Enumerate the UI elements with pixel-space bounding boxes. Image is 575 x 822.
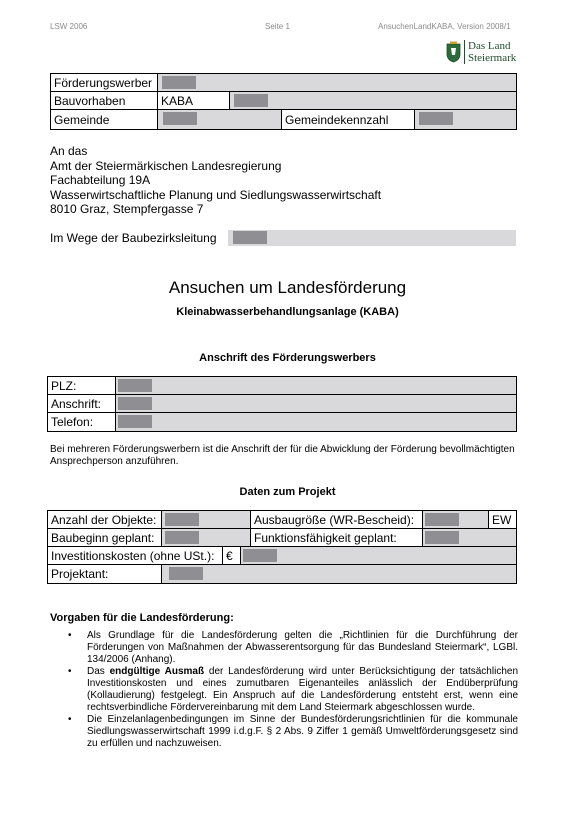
bullet-icon: • <box>68 630 72 641</box>
size-input[interactable] <box>423 511 489 528</box>
bullet-icon: • <box>68 666 72 677</box>
objects-row <box>48 511 516 529</box>
coat-of-arms-icon <box>446 41 461 63</box>
list-item <box>50 666 518 714</box>
start-row <box>48 529 516 547</box>
address-line: An das <box>50 144 88 158</box>
municipality-row <box>51 110 516 129</box>
requirement-text-pre: Das <box>87 666 110 677</box>
function-label: Funktionsfähigkeit geplant: <box>251 529 423 546</box>
address-line: Wasserwirtschaftliche Planung und Siedlungswasserwirtschaft <box>50 187 382 202</box>
page-title: Ansuchen um Landesförderung <box>168 278 407 297</box>
planner-value-mask <box>169 567 203 580</box>
requirement-text: Die Einzelanlagenbedingungen im Sinne der Bundesförderungsrichtlinien für die kommunale Siedlungswasserwirtschaft 1999 i.d.g.F. § 2 Abs. 9 Ziffer 1 gemäß Umweltförderungsgesetz sind zu erfüllen und nachzuweisen. <box>87 714 518 749</box>
plz-row <box>48 377 516 395</box>
project-extra-mask <box>234 94 268 107</box>
plz-value-mask <box>118 379 152 392</box>
list-item <box>50 714 518 750</box>
start-input[interactable] <box>162 529 251 546</box>
applicant-input[interactable] <box>158 74 516 91</box>
address-line: Amt der Steiermärkischen Landesregierung <box>50 158 282 173</box>
district-office-label: Im Wege der Baubezirksleitung <box>50 231 217 245</box>
list-item <box>50 630 518 666</box>
page-subtitle: Kleinabwasserbehandlungsanlage (KABA) <box>176 306 399 318</box>
district-office-mask <box>233 231 267 244</box>
planner-input[interactable] <box>162 565 516 583</box>
requirements-list <box>50 630 518 750</box>
applicant-address-form <box>47 376 517 432</box>
applicant-row <box>51 74 516 92</box>
telefon-label: Telefon: <box>48 413 116 431</box>
planner-row <box>48 565 516 583</box>
requirement-text-bold: endgültige Ausmaß <box>109 666 205 677</box>
start-label: Baubeginn geplant: <box>48 529 162 546</box>
applicant-form <box>50 73 517 130</box>
address-line: 8010 Graz, Stempfergasse 7 <box>50 202 204 216</box>
costs-input[interactable] <box>241 547 516 564</box>
function-input[interactable] <box>423 529 516 546</box>
address-section-heading: Anschrift des Förderungswerbers <box>199 352 376 364</box>
requirement-text-post: der Landesförderung wird unter Berücksichtigung der tatsächlichen Investitionskosten und eines zumutbaren Eigenanteiles anlässlich der Endüberprüfung (Kollaudierung) festgelegt. Ein Anspruch auf die Landesförderung entsteht erst, wenn eine rechtsverbindliche Fördervereinbarung mit dem Land Steiermark abgeschlossen wurde. <box>87 666 519 713</box>
header-version: AnsuchenLandKABA, Version 2008/1 <box>378 22 511 31</box>
logo-wordmark <box>464 40 516 64</box>
project-section-heading: Daten zum Projekt <box>239 486 336 498</box>
municipality-code-input[interactable] <box>415 110 516 129</box>
bullet-icon: • <box>68 714 72 725</box>
plz-input[interactable] <box>116 377 516 394</box>
multiple-applicants-note: Bei mehreren Förderungswerbern ist die Anschrift der für die Abwicklung der Förderung bevollmächtigten Ansprechperson anzuführen. <box>50 444 515 467</box>
objects-input[interactable] <box>162 511 251 528</box>
applicant-value-mask <box>162 76 196 89</box>
project-data-form <box>47 510 517 584</box>
costs-value-mask <box>243 549 277 562</box>
anschrift-input[interactable] <box>116 395 516 412</box>
anschrift-row <box>48 395 516 413</box>
objects-label: Anzahl der Objekte: <box>48 511 162 528</box>
project-row <box>51 92 516 110</box>
size-label: Ausbaugröße (WR-Bescheid): <box>251 511 423 528</box>
size-unit: EW <box>489 511 516 528</box>
logo-line-1: Das Land <box>468 40 511 52</box>
municipality-code-mask <box>419 112 453 125</box>
size-value-mask <box>425 513 459 526</box>
function-value-mask <box>425 531 459 544</box>
municipality-code-label: Gemeindekennzahl <box>282 110 415 129</box>
telefon-row <box>48 413 516 431</box>
planner-label: Projektant: <box>48 565 162 583</box>
project-extra-input[interactable] <box>230 92 516 109</box>
address-line: Fachabteilung 19A <box>50 173 151 187</box>
header-left: LSW 2006 <box>50 22 88 31</box>
objects-value-mask <box>165 513 199 526</box>
municipality-input[interactable] <box>158 110 282 129</box>
costs-label: Investitionskosten (ohne USt.): <box>48 547 223 564</box>
telefon-value-mask <box>118 415 152 428</box>
costs-row <box>48 547 516 565</box>
requirements-heading: Vorgaben für die Landesförderung: <box>50 612 234 624</box>
anschrift-label: Anschrift: <box>48 395 116 412</box>
start-value-mask <box>165 531 199 544</box>
municipality-value-mask <box>163 112 197 125</box>
requirement-text: Als Grundlage für die Landesförderung gelten die „Richtlinien für die Durchführung der Förderungen von Maßnahmen der Abwasserentsorgung für das Bundesland Steiermark“, LGBl. 134/2006 (Anhang). <box>87 630 518 665</box>
header-page-number: Seite 1 <box>265 22 290 31</box>
applicant-label: Förderungswerber <box>51 74 158 91</box>
telefon-input[interactable] <box>116 413 516 431</box>
district-office-input[interactable] <box>228 230 516 246</box>
plz-label: PLZ: <box>48 377 116 394</box>
project-value[interactable]: KABA <box>158 92 230 109</box>
municipality-label: Gemeinde <box>51 110 158 129</box>
currency-symbol: € <box>223 547 241 564</box>
land-steiermark-logo <box>446 37 518 67</box>
logo-line-2: Steiermark <box>468 52 517 64</box>
project-label: Bauvorhaben <box>51 92 158 109</box>
anschrift-value-mask <box>118 397 152 410</box>
recipient-address <box>50 144 381 217</box>
